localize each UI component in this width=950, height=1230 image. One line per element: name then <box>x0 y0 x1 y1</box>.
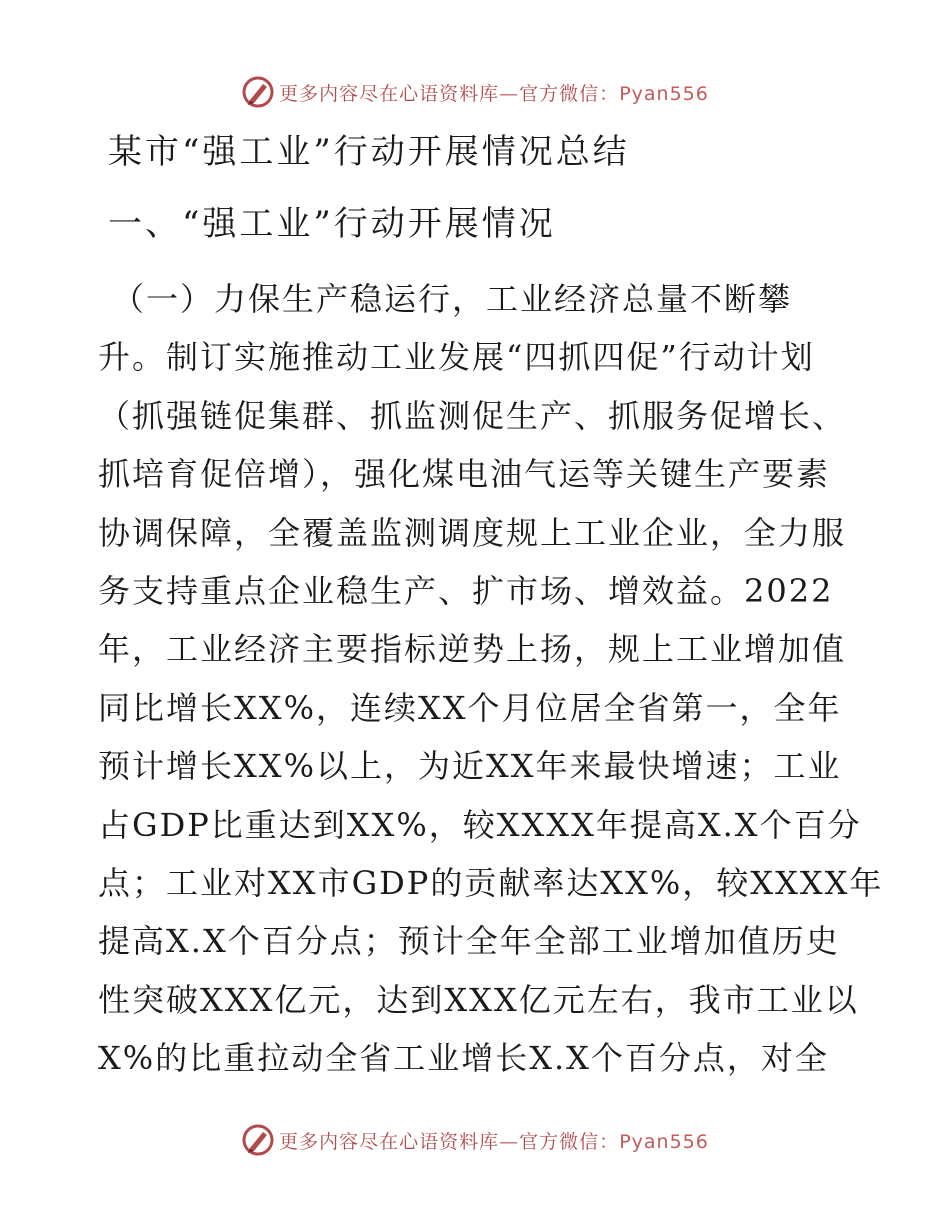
document-title: 某市“强工业”行动开展情况总结 <box>108 132 630 172</box>
paragraph-line: 升。制订实施推动工业发展“四抓四促”行动计划 <box>98 338 815 377</box>
paragraph-line: （一）力保生产稳运行，工业经济总量不断攀 <box>112 280 793 318</box>
paragraph-line: 务支持重点企业稳生产、扩市场、增效益。2022 <box>98 571 834 610</box>
watermark-footer <box>0 1120 950 1160</box>
paragraph-line: 同比增长XX%，连续XX个月位居全省第一，全年 <box>98 688 842 727</box>
watermark-text: 更多内容尽在心语资料库—官方微信：Pyan556 <box>279 82 709 105</box>
paragraph-line: 年，工业经济主要指标逆势上扬，规上工业增加值 <box>98 630 847 669</box>
paragraph-line: 抓培育促倍增），强化煤电油气运等关键生产要素 <box>98 455 831 494</box>
paragraph-line: 性突破XXX亿元，达到XXX亿元左右，我市工业以 <box>98 980 859 1019</box>
paragraph-line: 点；工业对XX市GDP的贡献率达XX%，较XXXX年 <box>98 863 884 902</box>
body-paragraph <box>98 270 883 1087</box>
paragraph-line: 占GDP比重达到XX%，较XXXX年提高X.X个百分 <box>98 805 862 844</box>
paragraph-line: X%的比重拉动全省工业增长X.X个百分点，对全 <box>98 1039 829 1078</box>
watermark-header <box>0 72 950 112</box>
pen-logo-icon <box>241 75 275 109</box>
section-heading: 一、“强工业”行动开展情况 <box>108 204 556 244</box>
paragraph-line: （抓强链促集群、抓监测促生产、抓服务促增长、 <box>98 396 847 435</box>
paragraph-line: 协调保障，全覆盖监测调度规上工业企业，全力服 <box>98 513 847 552</box>
pen-logo-icon <box>241 1123 275 1157</box>
paragraph-line: 预计增长XX%以上，为近XX年来最快增速；工业 <box>98 747 842 786</box>
watermark-text: 更多内容尽在心语资料库—官方微信：Pyan556 <box>279 1130 709 1153</box>
paragraph-line: 提高X.X个百分点；预计全年全部工业增加值历史 <box>98 922 840 961</box>
